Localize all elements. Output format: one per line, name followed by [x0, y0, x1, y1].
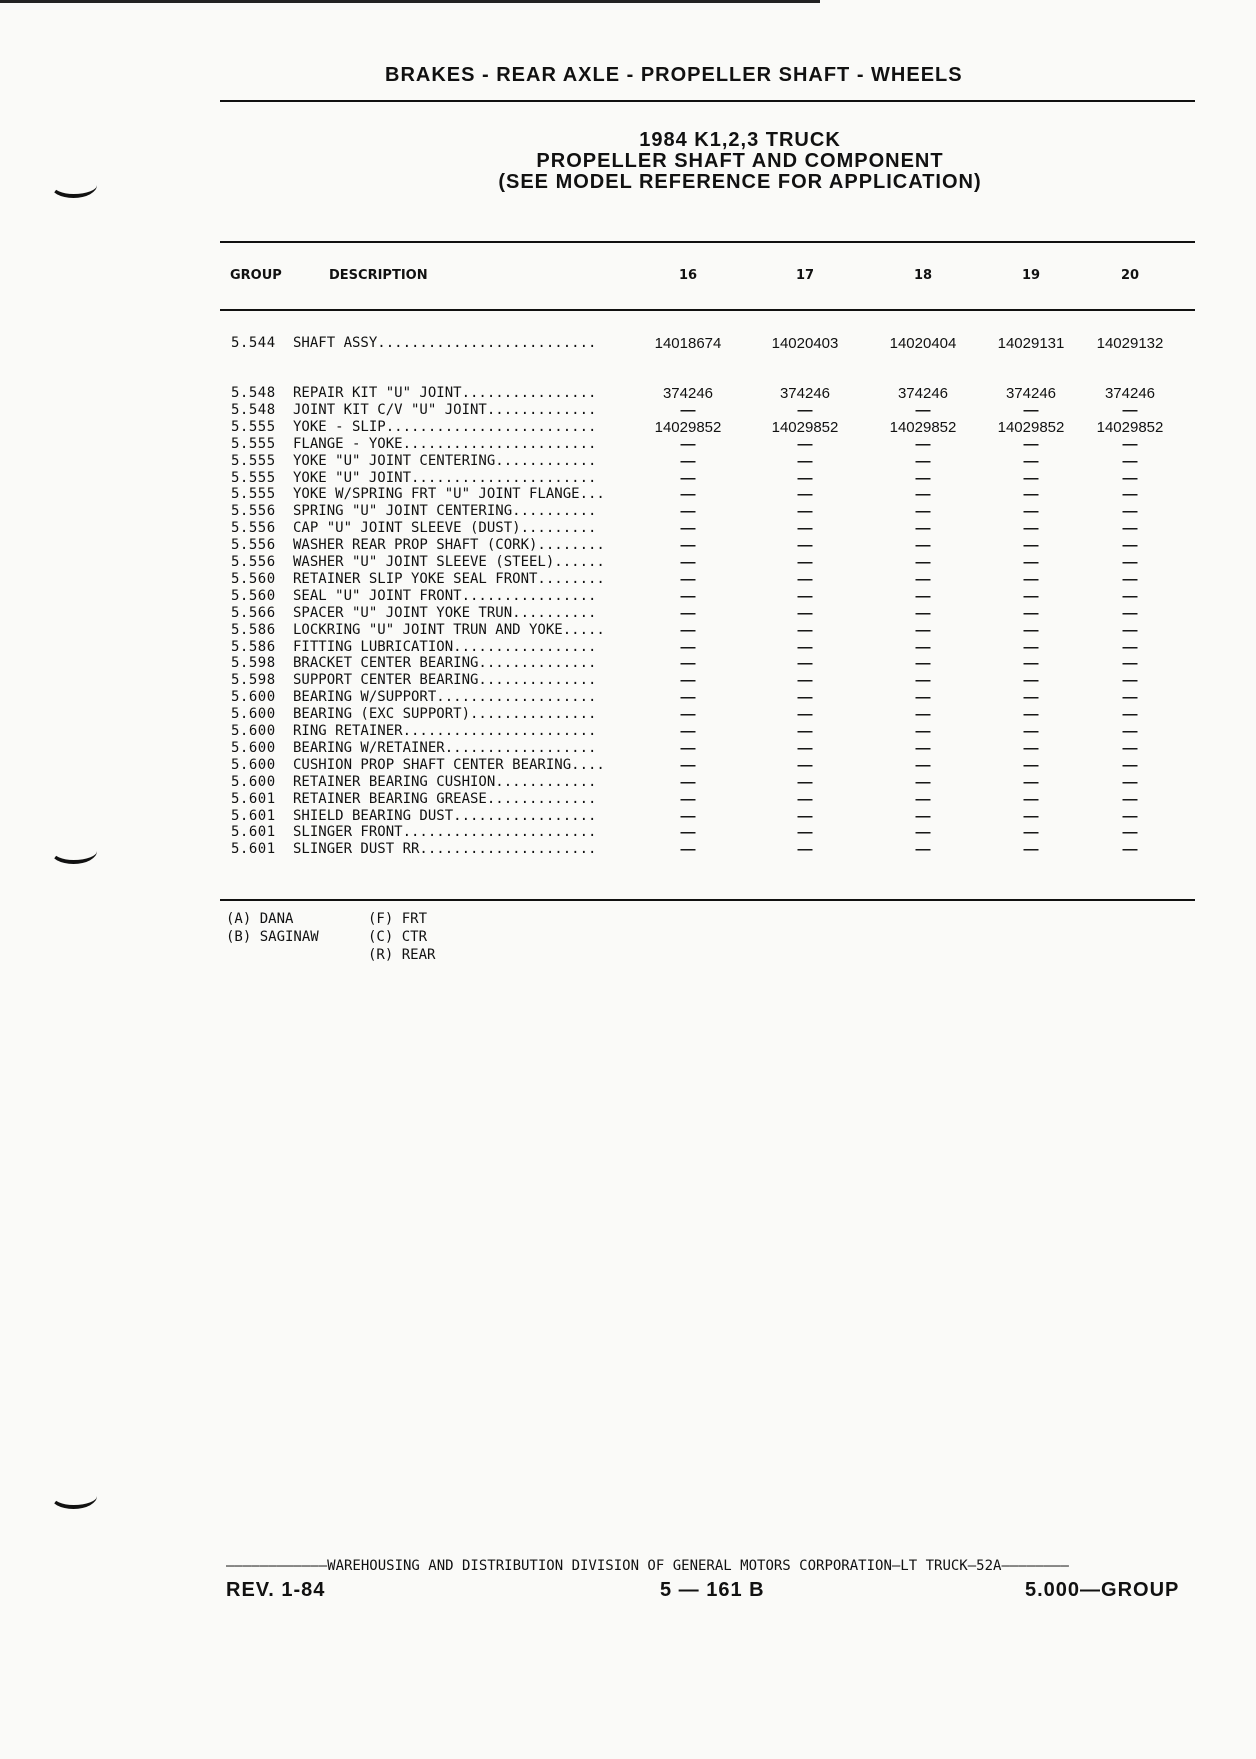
part-number-c16: — — [680, 452, 696, 470]
part-number-c16: — — [680, 401, 696, 419]
table-row — [0, 537, 1256, 554]
part-number-c17: — — [797, 604, 813, 622]
group-number: 5.548 — [231, 401, 276, 418]
part-number-c20: — — [1122, 638, 1138, 656]
part-number-c16: — — [680, 841, 696, 859]
part-number-c18: — — [915, 672, 931, 690]
part-number-c19: — — [1023, 537, 1039, 555]
part-number-c19: — — [1023, 503, 1039, 521]
part-number-c18: — — [915, 604, 931, 622]
part-number-c20: — — [1122, 756, 1138, 774]
part-number-c19: — — [1023, 689, 1039, 707]
part-description: CUSHION PROP SHAFT CENTER BEARING.... — [293, 756, 605, 773]
part-number-c19: — — [1023, 723, 1039, 740]
table-row — [0, 689, 1256, 706]
part-description: WASHER REAR PROP SHAFT (CORK)........ — [293, 537, 605, 554]
group-number: 5.598 — [231, 655, 276, 672]
title-line-3: (SEE MODEL REFERENCE FOR APPLICATION) — [498, 171, 982, 193]
part-number-c20: — — [1122, 520, 1138, 538]
group-number: 5.566 — [231, 604, 276, 621]
part-number-c16: 374246 — [662, 385, 714, 402]
part-number-c20: — — [1122, 841, 1138, 859]
group-number: 5.555 — [231, 486, 276, 503]
group-number: 5.556 — [231, 537, 276, 554]
punch-hole-mark — [50, 172, 97, 198]
part-number-c20: — — [1122, 604, 1138, 622]
part-number-c16: — — [680, 570, 696, 588]
part-number-c19: — — [1023, 638, 1039, 656]
part-description: JOINT KIT C/V "U" JOINT............. — [293, 401, 597, 418]
part-description: SHAFT ASSY.......................... — [293, 335, 597, 351]
part-number-c18: — — [915, 773, 931, 791]
part-number-c18: — — [915, 841, 931, 859]
part-number-c17: — — [797, 469, 813, 487]
part-number-c19: — — [1023, 790, 1039, 808]
part-number-c20: 374246 — [1104, 385, 1156, 402]
table-row — [0, 808, 1256, 825]
part-description: SLINGER DUST RR..................... — [293, 841, 597, 858]
part-number-c19: — — [1023, 587, 1039, 605]
footer-group: 5.000—GROUP — [1025, 1579, 1180, 1601]
part-number-c19: — — [1023, 469, 1039, 487]
part-number-c17: — — [797, 638, 813, 656]
part-number-c17: 374246 — [779, 385, 831, 402]
table-row — [0, 419, 1256, 436]
legend-item: (B) SAGINAW — [226, 929, 319, 945]
part-number-c16: — — [680, 706, 696, 724]
part-description: FITTING LUBRICATION................. — [293, 638, 597, 655]
part-number-c16: — — [680, 773, 696, 791]
legend-item: (C) CTR — [368, 929, 428, 945]
part-description: BEARING W/SUPPORT................... — [293, 689, 597, 706]
part-number-c16: 14018674 — [654, 335, 722, 352]
part-number-c20: — — [1122, 689, 1138, 707]
group-number: 5.560 — [231, 570, 276, 587]
part-number-c17: — — [797, 756, 813, 774]
part-number-c19: — — [1023, 841, 1039, 859]
part-number-c19: — — [1023, 452, 1039, 470]
column-header-description: DESCRIPTION — [329, 268, 428, 283]
part-description: BEARING W/RETAINER.................. — [293, 739, 597, 756]
part-number-c20: — — [1122, 655, 1138, 673]
part-number-c18: — — [915, 689, 931, 707]
part-number-c17: — — [797, 773, 813, 791]
group-number: 5.601 — [231, 790, 276, 807]
part-number-c20: — — [1122, 773, 1138, 791]
part-number-c20: — — [1122, 807, 1138, 825]
title-line-1: 1984 K1,2,3 TRUCK — [639, 129, 841, 151]
table-row — [0, 436, 1256, 453]
table-row — [0, 655, 1256, 672]
part-description: FLANGE - YOKE....................... — [293, 435, 597, 452]
part-number-c19: 374246 — [1005, 385, 1057, 402]
table-row — [0, 706, 1256, 723]
group-number: 5.600 — [231, 706, 276, 723]
part-number-c17: — — [797, 503, 813, 521]
group-number: 5.555 — [231, 418, 276, 435]
part-description: SLINGER FRONT....................... — [293, 824, 597, 841]
table-row — [0, 605, 1256, 622]
part-number-c17: — — [797, 452, 813, 470]
part-number-c17: — — [797, 435, 813, 453]
part-number-c18: — — [915, 503, 931, 521]
part-description: BEARING (EXC SUPPORT)............... — [293, 706, 597, 723]
part-number-c18: 374246 — [897, 385, 949, 402]
header-rule — [220, 100, 1195, 102]
table-row — [0, 520, 1256, 537]
top-edge-line — [0, 0, 820, 3]
table-row — [0, 740, 1256, 757]
group-number: 5.586 — [231, 621, 276, 638]
part-number-c17: — — [797, 655, 813, 673]
part-number-c20: — — [1122, 723, 1138, 740]
part-number-c18: — — [915, 790, 931, 808]
punch-hole-mark — [50, 1483, 97, 1509]
group-number: 5.600 — [231, 723, 276, 739]
title-line-2: PROPELLER SHAFT AND COMPONENT — [536, 150, 944, 172]
table-header-rule — [220, 309, 1195, 311]
table-row — [0, 622, 1256, 639]
part-number-c19: — — [1023, 672, 1039, 690]
part-number-c20: — — [1122, 790, 1138, 808]
table-row — [0, 757, 1256, 774]
group-number: 5.586 — [231, 638, 276, 655]
table-row — [0, 791, 1256, 808]
part-number-c18: — — [915, 807, 931, 825]
group-number: 5.560 — [231, 587, 276, 604]
table-row — [0, 639, 1256, 656]
part-number-c17: — — [797, 587, 813, 605]
part-number-c18: — — [915, 520, 931, 538]
part-number-c17: — — [797, 706, 813, 724]
part-description: REPAIR KIT "U" JOINT................ — [293, 385, 597, 401]
part-number-c16: 14029852 — [654, 418, 722, 436]
part-number-c20: — — [1122, 537, 1138, 555]
part-number-c17: 14029852 — [771, 418, 839, 436]
part-number-c16: — — [680, 503, 696, 521]
part-number-c18: — — [915, 655, 931, 673]
column-header-20: 20 — [1120, 268, 1140, 283]
part-description: CAP "U" JOINT SLEEVE (DUST)......... — [293, 520, 597, 537]
part-number-c20: — — [1122, 587, 1138, 605]
footer-page-number: 5 — 161 B — [660, 1579, 765, 1601]
part-number-c16: — — [680, 604, 696, 622]
part-number-c16: — — [680, 621, 696, 639]
part-number-c18: — — [915, 756, 931, 774]
legend-item: (R) REAR — [368, 947, 436, 963]
table-row — [0, 453, 1256, 470]
part-number-c19: — — [1023, 435, 1039, 453]
group-number: 5.548 — [231, 385, 276, 401]
part-number-c19: 14029131 — [997, 335, 1065, 352]
table-top-rule — [220, 241, 1195, 243]
part-description: LOCKRING "U" JOINT TRUN AND YOKE..... — [293, 621, 605, 638]
part-number-c19: — — [1023, 401, 1039, 419]
part-description: RETAINER BEARING GREASE............. — [293, 790, 597, 807]
part-number-c18: — — [915, 486, 931, 504]
column-header-18: 18 — [913, 268, 933, 283]
part-number-c19: — — [1023, 824, 1039, 842]
part-number-c19: — — [1023, 739, 1039, 757]
legend-item: (A) DANA — [226, 911, 294, 927]
part-number-c17: — — [797, 841, 813, 859]
part-number-c17: — — [797, 790, 813, 808]
part-number-c19: — — [1023, 570, 1039, 588]
part-number-c18: 14020404 — [889, 335, 957, 352]
part-number-c17: — — [797, 739, 813, 757]
part-number-c17: — — [797, 570, 813, 588]
table-row — [0, 841, 1256, 858]
part-number-c20: — — [1122, 486, 1138, 504]
group-number: 5.555 — [231, 452, 276, 469]
part-description: SEAL "U" JOINT FRONT................ — [293, 587, 597, 604]
part-number-c18: — — [915, 824, 931, 842]
document-title — [400, 130, 1080, 193]
part-number-c20: — — [1122, 706, 1138, 724]
part-number-c18: 14029852 — [889, 418, 957, 436]
part-number-c18: — — [915, 706, 931, 724]
table-row — [0, 774, 1256, 791]
part-number-c17: — — [797, 824, 813, 842]
part-number-c17: — — [797, 807, 813, 825]
table-row — [0, 335, 1256, 352]
table-row — [0, 470, 1256, 487]
part-number-c20: 14029852 — [1096, 418, 1164, 436]
part-number-c18: — — [915, 739, 931, 757]
group-number: 5.600 — [231, 689, 276, 706]
group-number: 5.601 — [231, 841, 276, 858]
table-row — [0, 824, 1256, 841]
part-number-c19: — — [1023, 554, 1039, 571]
part-number-c19: — — [1023, 486, 1039, 504]
part-number-c18: — — [915, 469, 931, 487]
legend-column-2 — [368, 910, 435, 964]
part-number-c16: — — [680, 756, 696, 774]
group-number: 5.600 — [231, 773, 276, 790]
part-number-c16: — — [680, 790, 696, 808]
footer-division-line: ————————————WAREHOUSING AND DISTRIBUTION DIVISION OF GENERAL MOTORS CORPORATION—LT TRUCK—52A———————— — [226, 1558, 1069, 1574]
part-number-c17: — — [797, 672, 813, 690]
part-number-c20: 14029132 — [1096, 335, 1164, 352]
part-number-c18: — — [915, 401, 931, 419]
table-row — [0, 503, 1256, 520]
part-number-c19: — — [1023, 520, 1039, 538]
part-number-c16: — — [680, 655, 696, 673]
part-number-c17: 14020403 — [771, 335, 839, 352]
group-number: 5.555 — [231, 435, 276, 452]
part-number-c19: — — [1023, 604, 1039, 622]
part-number-c18: — — [915, 452, 931, 470]
part-description: SHIELD BEARING DUST................. — [293, 807, 597, 824]
part-number-c17: — — [797, 520, 813, 538]
group-number: 5.598 — [231, 672, 276, 689]
part-number-c20: — — [1122, 435, 1138, 453]
part-number-c16: — — [680, 587, 696, 605]
table-row — [0, 554, 1256, 571]
part-number-c19: — — [1023, 706, 1039, 724]
group-number: 5.601 — [231, 807, 276, 824]
part-number-c18: — — [915, 537, 931, 555]
part-description: BRACKET CENTER BEARING.............. — [293, 655, 597, 672]
part-number-c17: — — [797, 486, 813, 504]
part-number-c19: — — [1023, 655, 1039, 673]
group-number: 5.600 — [231, 756, 276, 773]
part-number-c18: — — [915, 554, 931, 571]
part-number-c16: — — [680, 554, 696, 571]
part-number-c18: — — [915, 621, 931, 639]
column-header-19: 19 — [1021, 268, 1041, 283]
table-bottom-rule — [220, 899, 1195, 901]
part-number-c19: 14029852 — [997, 418, 1065, 436]
part-number-c20: — — [1122, 503, 1138, 521]
part-number-c20: — — [1122, 401, 1138, 419]
part-description: YOKE "U" JOINT CENTERING............ — [293, 452, 597, 469]
group-number: 5.556 — [231, 520, 276, 537]
part-number-c20: — — [1122, 570, 1138, 588]
part-number-c17: — — [797, 621, 813, 639]
legend-column-1 — [226, 910, 319, 946]
table-row — [0, 402, 1256, 419]
part-description: WASHER "U" JOINT SLEEVE (STEEL)...... — [293, 554, 605, 570]
group-number: 5.556 — [231, 503, 276, 520]
table-row — [0, 385, 1256, 402]
part-number-c16: — — [680, 689, 696, 707]
part-number-c20: — — [1122, 739, 1138, 757]
part-number-c17: — — [797, 689, 813, 707]
group-number: 5.555 — [231, 469, 276, 486]
table-row — [0, 588, 1256, 605]
part-number-c19: — — [1023, 773, 1039, 791]
part-number-c18: — — [915, 435, 931, 453]
table-row — [0, 486, 1256, 503]
part-number-c16: — — [680, 807, 696, 825]
part-description: RETAINER SLIP YOKE SEAL FRONT........ — [293, 570, 605, 587]
part-number-c16: — — [680, 520, 696, 538]
group-number: 5.544 — [231, 335, 276, 351]
part-number-c18: — — [915, 723, 931, 740]
part-number-c19: — — [1023, 756, 1039, 774]
part-number-c19: — — [1023, 621, 1039, 639]
table-row — [0, 571, 1256, 588]
column-header-16: 16 — [678, 268, 698, 283]
part-number-c16: — — [680, 672, 696, 690]
table-row — [0, 672, 1256, 689]
part-description: SPRING "U" JOINT CENTERING.......... — [293, 503, 597, 520]
part-number-c16: — — [680, 469, 696, 487]
part-number-c16: — — [680, 435, 696, 453]
part-number-c17: — — [797, 554, 813, 571]
part-description: YOKE W/SPRING FRT "U" JOINT FLANGE... — [293, 486, 605, 503]
section-title: BRAKES - REAR AXLE - PROPELLER SHAFT - WHEELS — [385, 64, 963, 86]
group-number: 5.600 — [231, 739, 276, 756]
part-number-c17: — — [797, 723, 813, 740]
part-number-c16: — — [680, 739, 696, 757]
column-header-group: GROUP — [230, 268, 282, 283]
part-number-c18: — — [915, 638, 931, 656]
part-description: RETAINER BEARING CUSHION............ — [293, 773, 597, 790]
group-number: 5.601 — [231, 824, 276, 841]
part-number-c19: — — [1023, 807, 1039, 825]
part-description: SPACER "U" JOINT YOKE TRUN.......... — [293, 604, 597, 621]
legend-item: (F) FRT — [368, 911, 428, 927]
part-number-c16: — — [680, 537, 696, 555]
part-number-c16: — — [680, 824, 696, 842]
table-row — [0, 723, 1256, 740]
punch-hole-mark — [50, 838, 97, 864]
part-description: YOKE - SLIP......................... — [293, 418, 597, 435]
part-description: YOKE "U" JOINT...................... — [293, 469, 597, 486]
part-number-c20: — — [1122, 469, 1138, 487]
part-number-c20: — — [1122, 672, 1138, 690]
part-number-c16: — — [680, 723, 696, 740]
part-description: SUPPORT CENTER BEARING.............. — [293, 672, 597, 689]
part-number-c20: — — [1122, 452, 1138, 470]
part-number-c20: — — [1122, 554, 1138, 571]
footer-revision: REV. 1-84 — [226, 1579, 326, 1601]
group-number: 5.556 — [231, 554, 276, 570]
part-number-c18: — — [915, 570, 931, 588]
part-number-c17: — — [797, 537, 813, 555]
part-number-c17: — — [797, 401, 813, 419]
part-number-c16: — — [680, 638, 696, 656]
part-number-c20: — — [1122, 824, 1138, 842]
part-description: RING RETAINER....................... — [293, 723, 597, 739]
part-number-c20: — — [1122, 621, 1138, 639]
part-number-c18: — — [915, 587, 931, 605]
part-number-c16: — — [680, 486, 696, 504]
column-header-17: 17 — [795, 268, 815, 283]
